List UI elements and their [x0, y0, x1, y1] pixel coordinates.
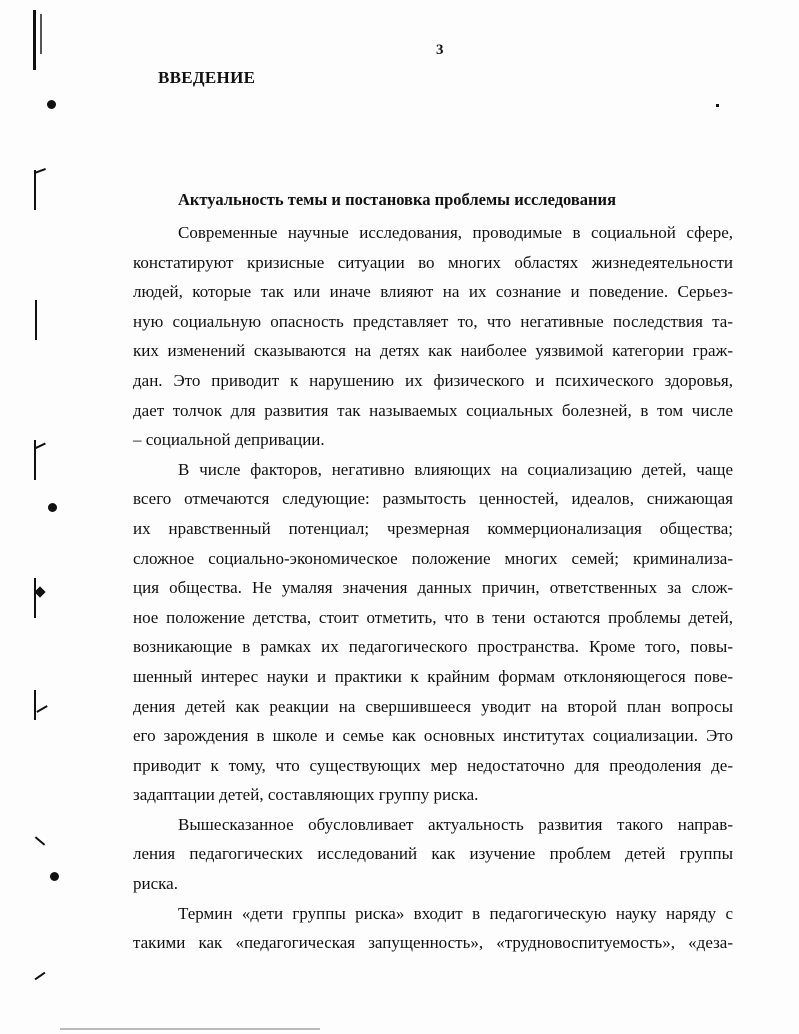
- scan-artifact: [47, 100, 56, 109]
- scan-artifact: [36, 705, 47, 713]
- text-line: ления педагогических исследований как изучение проблем детей группы: [133, 844, 733, 864]
- text-line: дан. Это приводит к нарушению их физического и психического здоровья,: [133, 370, 733, 390]
- text-line: В числе факторов, негативно влияющих на социализацию детей, чаще: [178, 459, 733, 479]
- scan-artifact: [50, 872, 59, 881]
- intro-heading: ВВЕДЕНИЕ: [158, 68, 256, 87]
- page-number: 3: [436, 42, 444, 58]
- text-line: Вышесказанное обусловливает актуальность развития такого направ-: [178, 814, 733, 834]
- text-line: задаптации детей, составляющих группу риска.: [133, 785, 479, 805]
- text-line: шенный интерес науки и практики к крайним формам отклоняющегося пове-: [133, 666, 733, 686]
- scan-artifact: [35, 836, 45, 845]
- scan-artifact: [35, 972, 46, 981]
- scan-artifact: [34, 170, 36, 210]
- text-line: всего отмечаются следующие: размытость ценностей, идеалов, снижающая: [133, 489, 733, 509]
- scan-artifact: [60, 1028, 320, 1030]
- scan-artifact: [34, 690, 36, 720]
- text-line: сложное социально-экономическое положение многих семей; криминализа-: [133, 548, 733, 568]
- text-line: дает толчок для развития так называемых социальных болезней, в том числе: [133, 400, 733, 420]
- text-line: приводит к тому, что существующих мер недостаточно для преодоления де-: [133, 755, 733, 775]
- paragraph-2: [133, 455, 733, 810]
- scan-artifact: [34, 168, 46, 174]
- scan-artifact: [35, 300, 37, 340]
- text-line: людей, которые так или иначе влияют на их сознание и поведение. Серьез-: [133, 282, 733, 302]
- scan-artifact: [48, 503, 57, 512]
- text-line: констатируют кризисные ситуации во многих областях жизнедеятельности: [133, 252, 733, 272]
- paragraph-3: [133, 810, 733, 899]
- scan-artifact: [34, 586, 45, 597]
- text-line: их нравственный потенциал; чрезмерная коммерционализация общества;: [133, 518, 733, 538]
- text-line: – социальной депривации.: [133, 430, 325, 450]
- paragraph-4: [133, 899, 733, 958]
- text-line: ное положение детства, стоит отметить, что в тени остаются проблемы детей,: [133, 607, 733, 627]
- text-line: риска.: [133, 874, 178, 894]
- text-line: возникающие в рамках их педагогического пространства. Кроме того, повы-: [133, 637, 733, 657]
- text-line: ную социальную опасность представляет то, что негативные последствия та-: [133, 311, 733, 331]
- scan-artifact: [40, 14, 42, 54]
- section-heading: Актуальность темы и постановка проблемы исследования: [178, 190, 616, 209]
- scan-artifact: [33, 10, 36, 70]
- text-line: дения детей как реакции на свершившееся уводит на второй план вопросы: [133, 696, 733, 716]
- text-line: ких изменений сказываются на детях как наиболее уязвимой категории граж-: [133, 341, 733, 361]
- text-line: его зарождения в школе и семье как основных институтах социализации. Это: [133, 726, 733, 746]
- scan-artifact: [716, 104, 719, 107]
- body-text: [133, 218, 733, 958]
- text-line: Современные научные исследования, проводимые в социальной сфере,: [178, 223, 733, 242]
- text-line: Термин «дети группы риска» входит в педагогическую науку наряду с: [178, 903, 733, 923]
- paragraph-1: [133, 218, 733, 455]
- scan-artifact: [34, 578, 36, 618]
- text-line: такими как «педагогическая запущенность», «трудновоспитуемость», «деза-: [133, 933, 733, 953]
- text-line: ция общества. Не умаляя значения данных причин, ответственных за слож-: [133, 578, 733, 598]
